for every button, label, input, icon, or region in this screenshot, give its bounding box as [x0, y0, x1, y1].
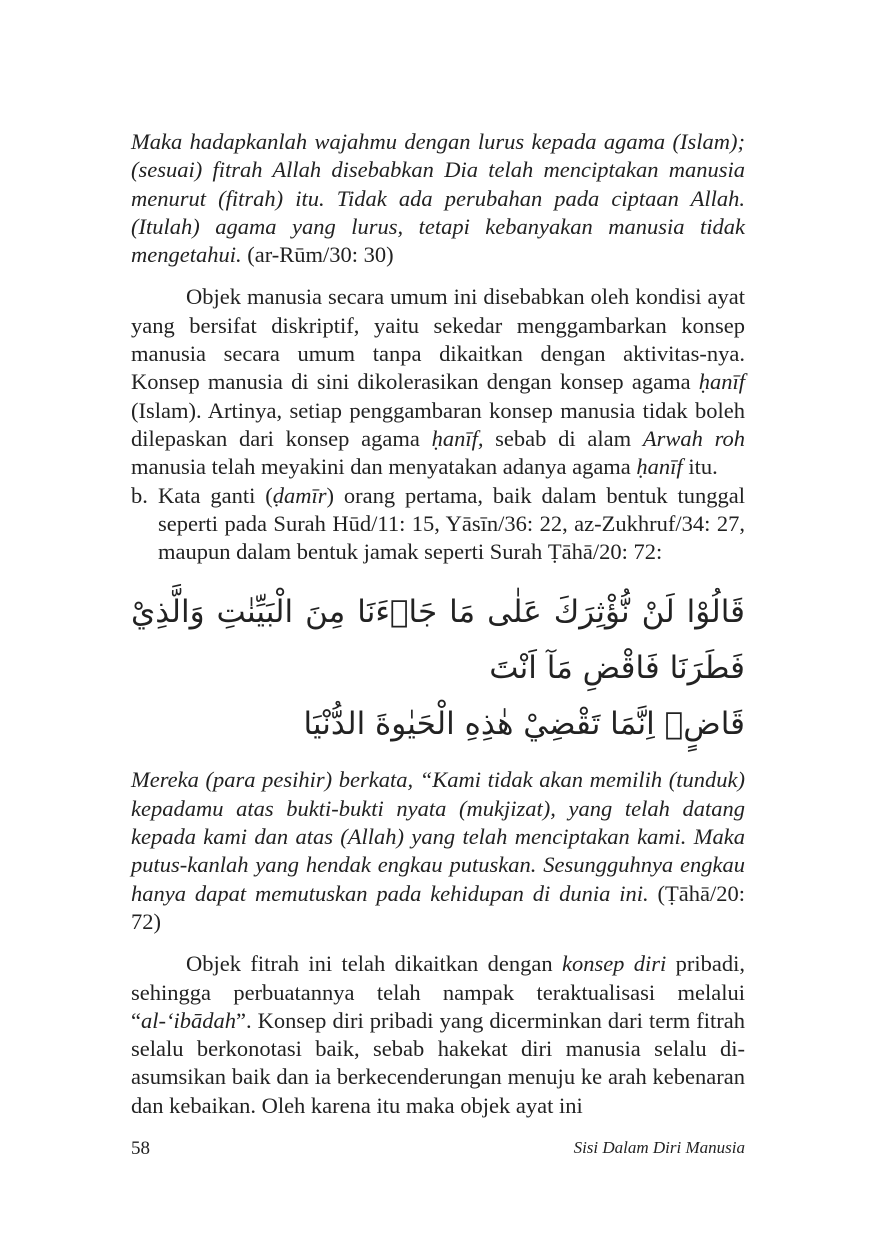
page-footer — [131, 1138, 745, 1160]
text-run: pribadi, sehingga perbuatannya telah nampak teraktualisasi melalui “ — [131, 951, 745, 1033]
term-hanif: ḥanīf — [698, 369, 745, 395]
body-paragraph — [131, 950, 745, 1120]
quote-translation-text: Mereka (para pesihir) berkata, “Kami tidak akan memilih (tunduk) kepadamu atas bukti-bukti nyata (mukjizat), yang telah datang kepada kami dan atas (Allah) yang telah menciptakan kami. Maka putus-kanlah yang hendak engkau putuskan. Sesungguhnya engkau hanya dapat memutuskan pada kehidupan di dunia ini. — [131, 767, 745, 906]
body-paragraph — [131, 283, 745, 481]
list-item-b — [131, 482, 745, 567]
text-run: ”. Konsep diri pribadi yang dicerminkan dari term fitrah selalu berkonotasi baik, sebab hakekat diri manusia selalu di-asumsikan baik dan ia berkecenderungan menuju ke arah kebenaran dan kebaikan. Oleh karena itu maka objek ayat ini — [131, 1007, 745, 1118]
text-run: Kata ganti ( — [158, 482, 273, 508]
quote-citation: (ar-Rūm/30: 30) — [241, 242, 394, 268]
term-al-ibadah: al-‘ibādah — [141, 1007, 236, 1033]
page-number: 58 — [131, 1138, 150, 1159]
text-run: itu. — [682, 454, 718, 480]
arabic-verse-line-1: قَالُوْا لَنْ نُّؤْثِرَكَ عَلٰى مَا جَاۤءَنَا مِنَ الْبَيِّنٰتِ وَالَّذِيْ فَطَرَنَا فَاقْضِ مَآ اَنْتَ — [131, 594, 745, 687]
quote-translation-ar-rum — [131, 128, 745, 269]
term-hanif: ḥanīf — [636, 454, 683, 480]
quote-translation-text: Maka hadapkanlah wajahmu dengan lurus kepada agama (Islam); (sesuai) fitrah Allah disebabkan Dia telah menciptakan manusia menurut (fitrah) itu. Tidak ada perubahan pada ciptaan Allah. (Itulah) agama yang lurus, tetapi kebanyakan manusia tidak mengetahui. — [131, 129, 745, 268]
arabic-verse-line-2: قَاضٍۗ اِنَّمَا تَقْضِيْ هٰذِهِ الْحَيٰوةَ الدُّنْيَا — [303, 706, 745, 743]
text-run: (Islam). Artinya, setiap penggambaran konsep manusia tidak boleh dilepaskan dari konsep agama — [131, 397, 745, 451]
running-title: Sisi Dalam Diri Manusia — [573, 1138, 745, 1157]
text-run: Objek manusia secara umum ini disebabkan oleh kondisi ayat yang bersifat diskriptif, yaitu sekedar menggambarkan konsep manusia secara umum tanpa dikaitkan dengan aktivitas-nya. Konsep manusia di sini dikolerasikan dengan konsep agama — [131, 284, 745, 395]
term-arwah-roh: Arwah roh — [642, 425, 745, 451]
text-run: ) orang pertama, baik dalam bentuk tunggal seperti pada Surah Hūd/11: 15, Yāsīn/36: 22, az-Zukhruf/34: 27, maupun dalam bentuk jamak seperti Surah Ṭāhā/20: 72: — [158, 482, 745, 565]
page-body — [131, 128, 745, 1120]
list-marker: b. — [131, 482, 148, 508]
quote-translation-taha — [131, 766, 745, 936]
arabic-verse — [131, 584, 745, 752]
text-run: sebab di alam — [483, 425, 643, 451]
quote-citation: (Ṭāhā/20: 72) — [131, 880, 745, 934]
term-damir: ḍamīr — [272, 482, 327, 508]
term-konsep-diri: konsep diri — [561, 951, 667, 977]
text-run: Objek fitrah ini telah dikaitkan dengan — [186, 951, 562, 977]
term-hanif: ḥanīf, — [431, 425, 484, 451]
text-run: manusia telah meyakini dan menyatakan adanya agama — [131, 454, 637, 480]
